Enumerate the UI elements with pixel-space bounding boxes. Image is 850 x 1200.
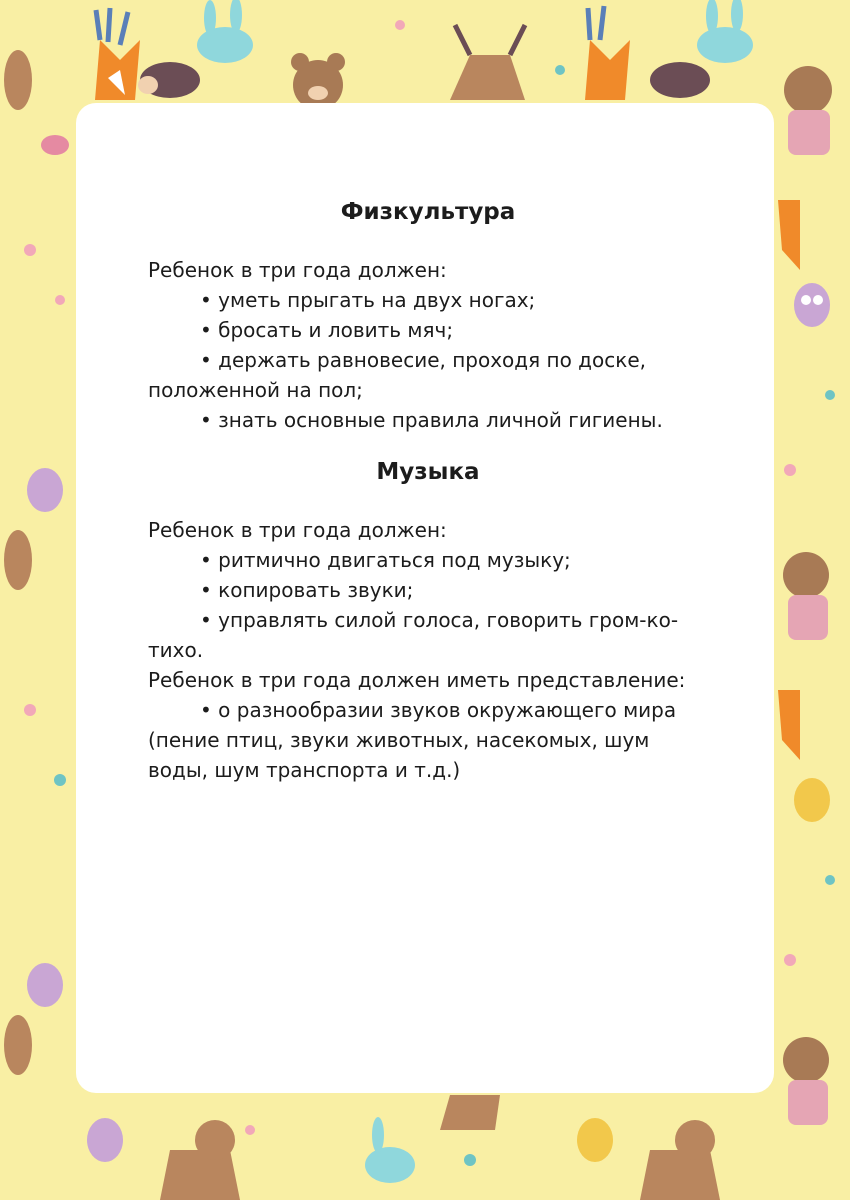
fox-illustration [778, 200, 800, 270]
content-text [148, 197, 708, 785]
deer-illustration [4, 530, 32, 590]
fox-illustration [585, 6, 630, 100]
rabbit-illustration [697, 0, 753, 63]
fox-illustration [778, 690, 800, 760]
hedgehog-illustration [138, 62, 200, 98]
bear-illustration [783, 1037, 829, 1125]
deer-illustration [450, 25, 525, 100]
owl-illustration [27, 468, 63, 512]
bear-illustration [783, 552, 829, 640]
deer-illustration [640, 1120, 720, 1200]
music-item: • управлять силой голоса, говорить гром-ко-тихо. [148, 605, 708, 665]
owl-illustration [27, 963, 63, 1007]
bird-illustration [41, 135, 69, 155]
rabbit-illustration [365, 1117, 415, 1183]
physical-item: • бросать и ловить мяч; [148, 315, 708, 345]
hedgehog-illustration [650, 62, 710, 98]
bear-illustration [291, 53, 345, 110]
music-intro: Ребенок в три года должен: [148, 518, 447, 542]
music-item: • ритмично двигаться под музыку; [148, 545, 708, 575]
rabbit-illustration [197, 0, 253, 63]
deer-illustration [4, 50, 32, 110]
music-item: • копировать звуки; [148, 575, 708, 605]
physical-item: • уметь прыгать на двух ногах; [148, 285, 708, 315]
owl-illustration [794, 778, 830, 822]
deer-illustration [160, 1120, 240, 1200]
deer-illustration [4, 1015, 32, 1075]
physical-intro: Ребенок в три года должен: [148, 258, 447, 282]
deer-illustration [440, 1095, 500, 1130]
content-card [76, 103, 774, 1093]
bear-illustration [784, 66, 832, 155]
section-title-music: Музыка [376, 459, 480, 485]
physical-item: • держать равновесие, проходя по доске, положенной на пол; [148, 345, 708, 405]
owl-illustration [87, 1118, 123, 1162]
physical-item: • знать основные правила личной гигиены. [148, 405, 708, 435]
owl-illustration [577, 1118, 613, 1162]
section-title-physical: Физкультура [340, 199, 516, 225]
owl-illustration [794, 283, 830, 327]
music-item-2: • о разнообразии звуков окружающего мира (пение птиц, звуки животных, насекомых, шум воды, шум транспорта и т.д.) [148, 695, 708, 785]
fox-illustration [95, 8, 140, 100]
music-intro-2: Ребенок в три года должен иметь представление: [148, 668, 686, 692]
